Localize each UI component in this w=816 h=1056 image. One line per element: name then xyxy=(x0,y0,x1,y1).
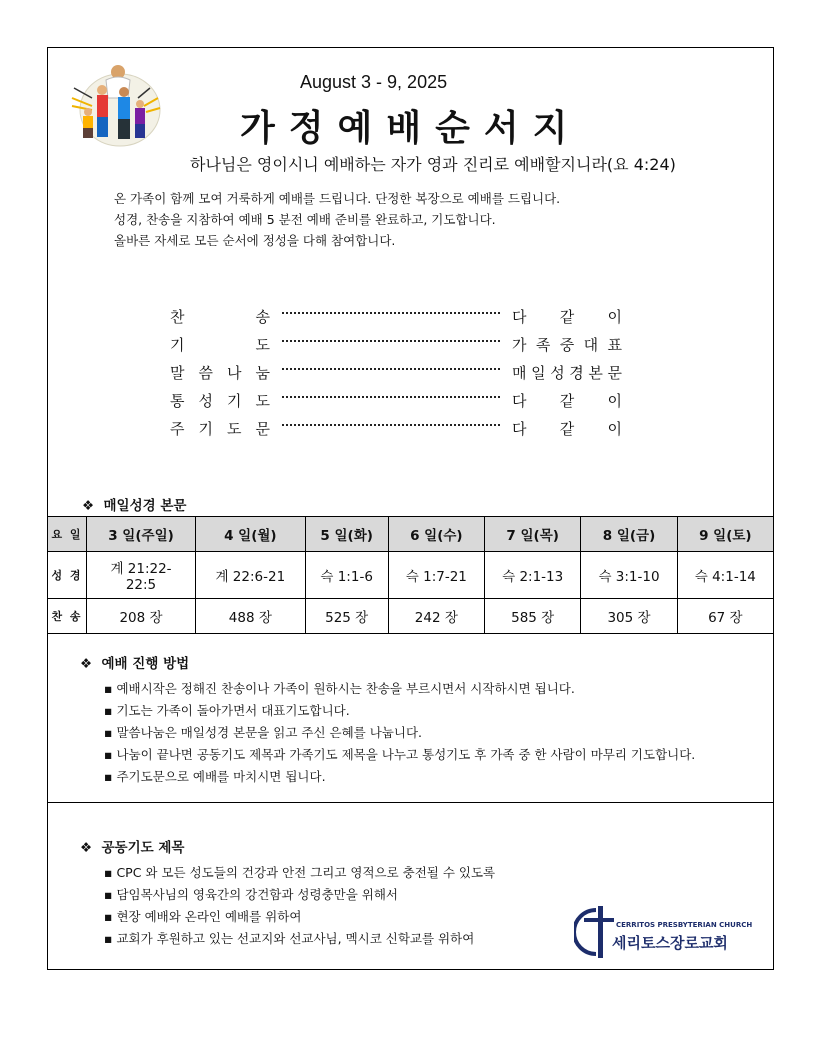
worship-order xyxy=(170,302,650,442)
day-cell: 4 일(월) xyxy=(196,517,306,552)
section-heading: ❖ 예배 진행 방법 xyxy=(80,656,190,672)
scripture-cell: 슥 4:1-14 xyxy=(677,552,773,599)
dotted-leader xyxy=(282,312,500,314)
intro-line: 올바른 자세로 모든 순서에 정성을 다해 참여합니다. xyxy=(114,233,396,248)
prayer-topics-section xyxy=(80,836,495,950)
table-row-hymns xyxy=(48,599,774,634)
day-cell: 7 일(목) xyxy=(485,517,581,552)
list-item: ▪ 말씀나눔은 매일성경 본문을 읽고 주신 은혜를 나눕니다. xyxy=(104,725,422,740)
list-item: ▪ 현장 예배와 온라인 예배를 위하여 xyxy=(104,909,302,924)
section-divider xyxy=(47,802,774,803)
order-row-hymn xyxy=(170,302,650,330)
family-worship-illustration xyxy=(62,58,172,150)
order-leader: 다 같 이 xyxy=(512,307,622,326)
order-leader: 매 일 성 경 본 문 xyxy=(512,363,622,382)
scripture-cell: 슥 1:7-21 xyxy=(388,552,484,599)
order-leader: 다 같 이 xyxy=(512,391,622,410)
bullet-list xyxy=(104,678,695,788)
scripture-cell: 계 21:22-22:5 xyxy=(87,552,196,599)
daily-bible-heading: ❖ 매일성경 본문 xyxy=(82,498,187,514)
row-label: 성 경 xyxy=(48,552,87,599)
church-name-korean: 세리토스장로교회 xyxy=(612,934,728,952)
scripture-cell: 슥 2:1-13 xyxy=(485,552,581,599)
scripture-cell: 슥 3:1-10 xyxy=(581,552,677,599)
order-leader: 다 같 이 xyxy=(512,419,622,438)
row-label: 찬 송 xyxy=(48,599,87,634)
list-item: ▪ 예배시작은 정해진 찬송이나 가족이 원하시는 찬송을 부르시면서 시작하시면 됩니다. xyxy=(104,681,575,696)
list-item: ▪ 교회가 후원하고 있는 선교지와 선교사님, 멕시코 신학교를 위하여 xyxy=(104,931,475,946)
hymn-cell: 67 장 xyxy=(677,599,773,634)
dotted-leader xyxy=(282,368,500,370)
list-item: ▪ 나눔이 끝나면 공동기도 제목과 가족기도 제목을 나누고 통성기도 후 가족 중 한 사람이 마무리 기도합니다. xyxy=(104,747,696,762)
list-item: ▪ 주기도문으로 예배를 마치시면 됩니다. xyxy=(104,769,326,784)
order-row-lords-prayer xyxy=(170,414,650,442)
hymn-cell: 208 장 xyxy=(87,599,196,634)
hymn-cell: 488 장 xyxy=(196,599,306,634)
page-title: 가정예배순서지 xyxy=(240,108,582,149)
hymn-cell: 525 장 xyxy=(305,599,388,634)
order-row-unison-prayer xyxy=(170,386,650,414)
list-item: ▪ CPC 와 모든 성도들의 건강과 안전 그리고 영적으로 충전될 수 있도록 xyxy=(104,865,496,880)
diamond-bullet-icon: ❖ xyxy=(80,656,93,672)
hymn-cell: 242 장 xyxy=(388,599,484,634)
dotted-leader xyxy=(282,424,500,426)
order-row-prayer xyxy=(170,330,650,358)
list-item: ▪ 기도는 가족이 돌아가면서 대표기도합니다. xyxy=(104,703,350,718)
order-leader: 가 족 중 대 표 xyxy=(512,335,622,354)
scripture-cell: 슥 1:1-6 xyxy=(305,552,388,599)
table-row-days xyxy=(48,517,774,552)
church-name-english: CERRITOS PRESBYTERIAN CHURCH xyxy=(616,921,753,929)
dotted-leader xyxy=(282,340,500,342)
order-item: 주 기 도 문 xyxy=(170,419,270,438)
scripture-cell: 계 22:6-21 xyxy=(196,552,306,599)
order-item: 찬 송 xyxy=(170,307,270,326)
day-cell: 5 일(화) xyxy=(305,517,388,552)
order-item: 기 도 xyxy=(170,335,270,354)
table-row-scripture xyxy=(48,552,774,599)
order-row-word-sharing xyxy=(170,358,650,386)
list-item: ▪ 담임목사님의 영육간의 강건함과 성령충만을 위해서 xyxy=(104,887,398,902)
day-cell: 3 일(주일) xyxy=(87,517,196,552)
dotted-leader xyxy=(282,396,500,398)
order-item: 말 씀 나 눔 xyxy=(170,363,270,382)
day-cell: 6 일(수) xyxy=(388,517,484,552)
section-heading: ❖ 공동기도 제목 xyxy=(80,840,185,856)
intro-guidelines xyxy=(114,188,560,251)
intro-line: 온 가족이 함께 모여 거룩하게 예배를 드립니다. 단정한 복장으로 예배를 드립니다. xyxy=(114,191,561,206)
bullet-list xyxy=(104,862,495,950)
date-range: August 3 - 9, 2025 xyxy=(300,72,448,92)
day-cell: 9 일(토) xyxy=(677,517,773,552)
hymn-cell: 305 장 xyxy=(581,599,677,634)
daily-bible-table xyxy=(47,516,774,634)
theme-verse: 하나님은 영이시니 예배하는 자가 영과 진리로 예배할지니라(요 4:24) xyxy=(190,155,676,174)
diamond-bullet-icon: ❖ xyxy=(82,498,95,514)
order-item: 통 성 기 도 xyxy=(170,391,270,410)
row-label: 요 일 xyxy=(48,517,87,552)
diamond-bullet-icon: ❖ xyxy=(80,840,93,856)
intro-line: 성경, 찬송을 지참하여 예배 5 분전 예배 준비를 완료하고, 기도합니다. xyxy=(114,212,496,227)
day-cell: 8 일(금) xyxy=(581,517,677,552)
hymn-cell: 585 장 xyxy=(485,599,581,634)
worship-method-section xyxy=(80,652,695,788)
